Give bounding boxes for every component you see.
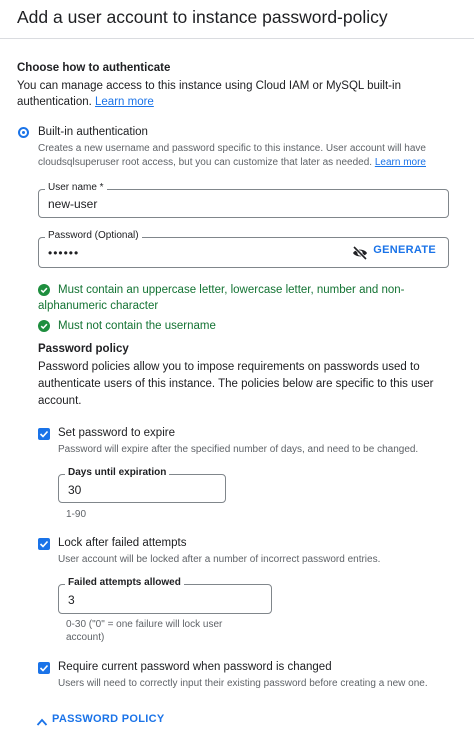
policy-description-line2: authenticate users of this instance. The policies below are specific to this user <box>38 378 434 390</box>
days-range-hint: 1-90 <box>66 509 87 520</box>
builtin-auth-label: Built-in authentication <box>38 126 148 138</box>
chevron-up-icon <box>36 714 48 724</box>
lock-label: Lock after failed attempts <box>58 537 187 549</box>
expire-checkbox[interactable] <box>38 428 50 440</box>
days-until-expiration-field[interactable] <box>58 467 226 503</box>
auth-description-text: authentication. <box>17 96 92 108</box>
lock-checkbox[interactable] <box>38 538 50 550</box>
expire-label: Set password to expire <box>58 427 175 439</box>
auth-description-line2 <box>17 94 154 111</box>
lock-hint: User account will be locked after a number of incorrect password entries. <box>58 554 381 565</box>
expire-hint: Password will expire after the specified number of days, and need to be changed. <box>58 444 419 455</box>
check-circle-icon <box>38 320 50 332</box>
dialog-title: Add a user account to instance password-policy <box>17 7 388 27</box>
visibility-off-icon[interactable] <box>352 246 368 260</box>
validation-rule-complexity-line1: Must contain an uppercase letter, lowercase letter, number and non- <box>58 284 405 296</box>
username-label: User name * <box>45 182 107 193</box>
builtin-auth-radio[interactable] <box>18 127 29 138</box>
policy-description-line1: Password policies allow you to impose requirements on passwords used to <box>38 361 420 373</box>
check-circle-icon <box>38 284 50 296</box>
policy-heading: Password policy <box>38 343 129 355</box>
require-current-password-hint: Users will need to correctly input their existing password before creating a new one. <box>58 678 428 689</box>
generate-password-button[interactable]: GENERATE <box>373 244 436 256</box>
builtin-auth-description-line1: Creates a new username and password specific to this instance. User account will have <box>38 143 426 154</box>
builtin-auth-description-line2 <box>38 156 426 170</box>
require-current-password-label: Require current password when password is changed <box>58 661 332 673</box>
days-until-expiration-value[interactable]: 30 <box>68 483 82 497</box>
dialog-header <box>0 0 474 39</box>
password-label: Password (Optional) <box>45 230 142 241</box>
auth-description-line1: You can manage access to this instance using Cloud IAM or MySQL built-in <box>17 80 401 92</box>
builtin-auth-description-text: cloudsqlsuperuser root access, but you can customize that later as needed. <box>38 157 373 168</box>
username-value[interactable]: new-user <box>48 197 98 211</box>
require-current-password-checkbox[interactable] <box>38 662 50 674</box>
policy-description-line3: account. <box>38 395 82 407</box>
username-field[interactable] <box>38 182 449 218</box>
validation-rule-complexity-line2: alphanumeric character <box>38 300 159 312</box>
failed-attempts-label: Failed attempts allowed <box>65 577 184 588</box>
attempts-range-hint-line1: 0-30 ("0" = one failure will lock user <box>66 619 223 630</box>
password-value[interactable]: •••••• <box>48 246 80 260</box>
auth-learn-more-link[interactable]: Learn more <box>95 96 154 108</box>
failed-attempts-value[interactable]: 3 <box>68 593 75 607</box>
builtin-learn-more-link[interactable]: Learn more <box>374 157 426 168</box>
validation-rule-username: Must not contain the username <box>58 320 216 332</box>
password-field[interactable] <box>38 230 449 268</box>
failed-attempts-field[interactable] <box>58 577 272 614</box>
password-policy-toggle-label: PASSWORD POLICY <box>52 713 165 725</box>
auth-heading: Choose how to authenticate <box>17 62 171 74</box>
attempts-range-hint-line2: account) <box>66 632 105 643</box>
days-until-expiration-label: Days until expiration <box>65 467 169 478</box>
